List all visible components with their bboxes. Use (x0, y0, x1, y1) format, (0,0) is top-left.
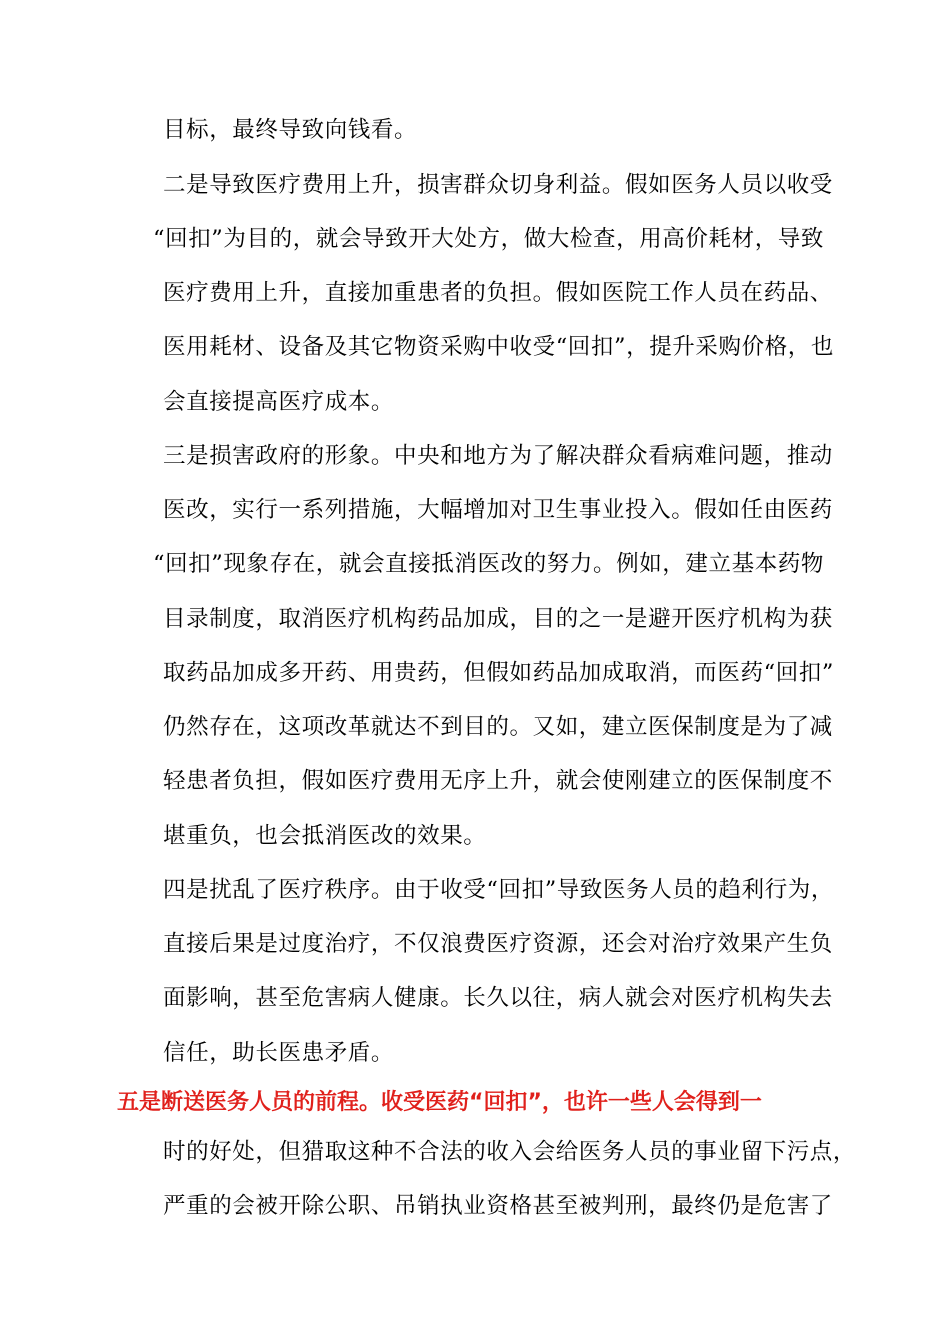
paragraph-line: 三是损害政府的形象。中央和地方为了解决群众看病难问题，推动 (163, 443, 833, 469)
paragraph-line: 面影响，甚至危害病人健康。长久以往，病人就会对医疗机构失去 (163, 985, 833, 1011)
paragraph-line: “回扣”为目的，就会导致开大处方，做大检查，用高价耗材，导致 (153, 226, 825, 252)
paragraph-line: “回扣”现象存在，就会直接抵消医改的努力。例如，建立基本药物 (153, 551, 825, 577)
paragraph-line: 医疗费用上升，直接加重患者的负担。假如医院工作人员在药品、 (163, 280, 833, 306)
paragraph-line: 堪重负，也会抵消医改的效果。 (163, 823, 487, 849)
paragraph-line: 轻患者负担，假如医疗费用无序上升，就会使刚建立的医保制度不 (163, 768, 833, 794)
paragraph-line: 医改，实行一系列措施，大幅增加对卫生事业投入。假如任由医药 (163, 497, 833, 523)
paragraph-line: 严重的会被开除公职、吊销执业资格甚至被判刑，最终仍是危害了 (163, 1193, 833, 1219)
paragraph-line: 目录制度，取消医疗机构药品加成，目的之一是避开医疗机构为获 (163, 606, 833, 632)
paragraph-line: 四是扰乱了医疗秩序。由于收受“回扣”导致医务人员的趋利行为， (163, 877, 835, 903)
paragraph-line: 直接后果是过度治疗，不仅浪费医疗资源，还会对治疗效果产生负 (163, 931, 833, 957)
paragraph-line: 信任，助长医患矛盾。 (163, 1040, 395, 1066)
paragraph-line: 目标，最终导致向钱看。 (163, 117, 418, 143)
paragraph-line: 时的好处，但猎取这种不合法的收入会给医务人员的事业留下污点， (163, 1139, 857, 1165)
paragraph-line: 会直接提高医疗成本。 (163, 389, 395, 415)
paragraph-line: 二是导致医疗费用上升，损害群众切身利益。假如医务人员以收受 (163, 172, 833, 198)
paragraph-line: 医用耗材、设备及其它物资采购中收受“回扣”，提升采购价格，也 (163, 334, 835, 360)
paragraph-line: 取药品加成多开药、用贵药，但假如药品加成取消，而医药“回扣” (163, 660, 835, 686)
highlighted-heading-line: 五是断送医务人员的前程。收受医药“回扣”，也许一些人会得到一 (117, 1090, 762, 1115)
paragraph-line: 仍然存在，这项改革就达不到目的。又如，建立医保制度是为了减 (163, 714, 833, 740)
